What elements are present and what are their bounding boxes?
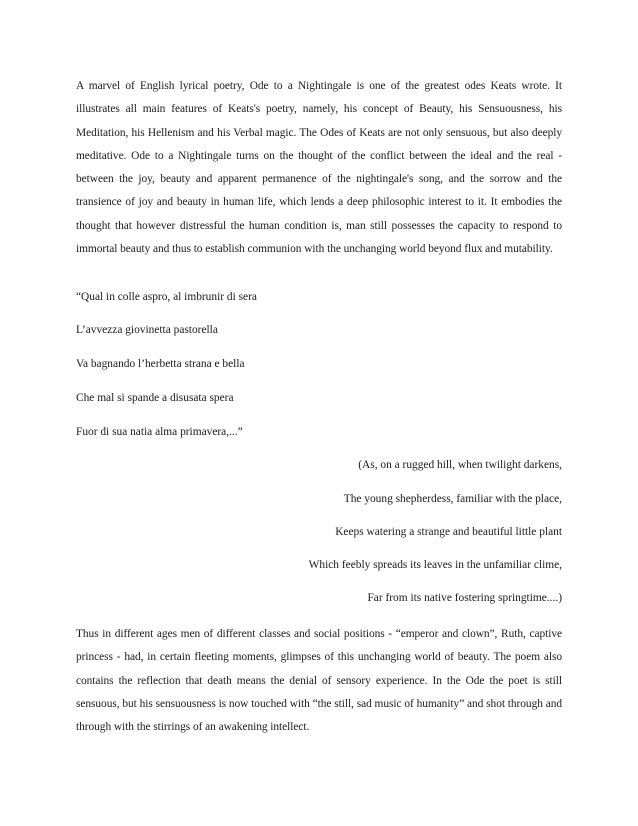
translation-line: Which feebly spreads its leaves in the unfamiliar clime, bbox=[308, 559, 562, 571]
italian-verse-line: L’avvezza giovinetta pastorella bbox=[76, 324, 218, 336]
italian-verse-line: “Qual in colle aspro, al imbrunir di sera bbox=[76, 291, 257, 303]
translation-line: Far from its native fostering springtime....) bbox=[367, 592, 562, 604]
intro-paragraph: A marvel of English lyrical poetry, Ode to a Nightingale is one of the greatest odes Keats wrote. It illustrates all main features of Keats's poetry, namely, his concept of Beauty, his Sensuousness, his Meditation, his Hellenism and his Verbal magic. The Odes of Keats are not only sensuous, but also deeply meditative. Ode to a Nightingale turns on the thought of the conflict between the ideal and the real - between the joy, beauty and apparent permanence of the nightingale's song, and the sorrow and the transience of joy and beauty in human life, which lends a deep philosophic interest to it. It embodies the thought that however distressful the human condition is, man still possesses the capacity to respond to immortal beauty and thus to establish communion with the unchanging world beyond flux and mutability. bbox=[76, 80, 562, 256]
italian-verse-line: Che mal si spande a disusata spera bbox=[76, 392, 234, 404]
italian-verse-line: Va bagnando l’herbetta strana e bella bbox=[76, 358, 245, 370]
translation-line: (As, on a rugged hill, when twilight darkens, bbox=[358, 459, 562, 471]
translation-line: The young shepherdess, familiar with the place, bbox=[343, 493, 562, 505]
closing-paragraph: Thus in different ages men of different classes and social positions - “emperor and clown”, Ruth, captive princess - had, in certain fleeting moments, glimpses of this unchanging world of beauty. The poem also contains the reflection that death means the denial of sensory experience. In the Ode the poet is still sensuous, but his sensuousness is now touched with “the still, sad music of humanity” and shot through and through with the stirrings of an awakening intellect. bbox=[76, 628, 562, 734]
italian-verse-line: Fuor di sua natia alma primavera,...” bbox=[76, 426, 243, 438]
translation-line: Keeps watering a strange and beautiful little plant bbox=[335, 526, 562, 538]
